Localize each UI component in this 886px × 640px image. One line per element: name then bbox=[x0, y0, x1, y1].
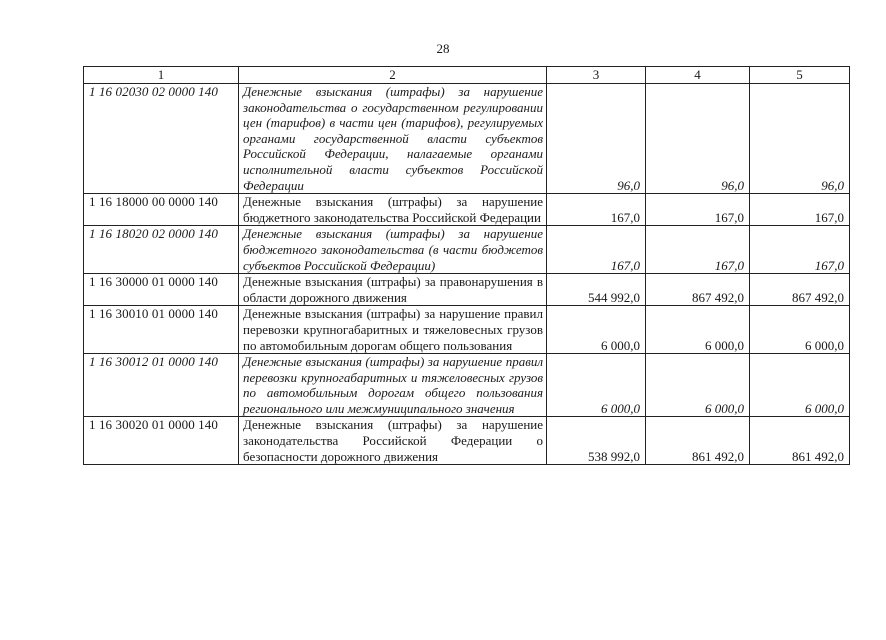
column-header-col3: 3 bbox=[547, 67, 646, 84]
row-value-col4: 167,0 bbox=[646, 226, 750, 274]
row-value-col3: 538 992,0 bbox=[547, 417, 646, 465]
column-header-col5: 5 bbox=[750, 67, 850, 84]
row-value-col4: 96,0 bbox=[646, 84, 750, 194]
budget-revenue-table bbox=[83, 66, 850, 465]
row-code: 1 16 30020 01 0000 140 bbox=[84, 417, 239, 465]
row-value-col3: 544 992,0 bbox=[547, 274, 646, 306]
table-header-row bbox=[84, 67, 850, 84]
row-code: 1 16 18000 00 0000 140 bbox=[84, 194, 239, 226]
row-description: Денежные взыскания (штрафы) за нарушение бюджетного законодательства Российской Федерации bbox=[239, 194, 547, 226]
row-value-col5: 6 000,0 bbox=[750, 306, 850, 354]
row-value-col3: 6 000,0 bbox=[547, 354, 646, 417]
row-code: 1 16 30010 01 0000 140 bbox=[84, 306, 239, 354]
row-value-col4: 861 492,0 bbox=[646, 417, 750, 465]
row-code: 1 16 30012 01 0000 140 bbox=[84, 354, 239, 417]
row-value-col5: 167,0 bbox=[750, 226, 850, 274]
table-row bbox=[84, 226, 850, 274]
row-code: 1 16 18020 02 0000 140 bbox=[84, 226, 239, 274]
row-description: Денежные взыскания (штрафы) за правонарушения в области дорожного движения bbox=[239, 274, 547, 306]
row-code: 1 16 30000 01 0000 140 bbox=[84, 274, 239, 306]
row-value-col5: 96,0 bbox=[750, 84, 850, 194]
row-value-col3: 167,0 bbox=[547, 194, 646, 226]
row-code: 1 16 02030 02 0000 140 bbox=[84, 84, 239, 194]
row-description: Денежные взыскания (штрафы) за нарушение бюджетного законодательства (в части бюджетов субъектов Российской Федерации) bbox=[239, 226, 547, 274]
row-value-col4: 867 492,0 bbox=[646, 274, 750, 306]
row-value-col3: 6 000,0 bbox=[547, 306, 646, 354]
row-description: Денежные взыскания (штрафы) за нарушение правил перевозки крупногабаритных и тяжеловесных грузов по автомобильным дорогам общего пользования регионального или межмуниципального значения bbox=[239, 354, 547, 417]
row-value-col5: 861 492,0 bbox=[750, 417, 850, 465]
table-row bbox=[84, 274, 850, 306]
column-header-description: 2 bbox=[239, 67, 547, 84]
row-value-col5: 167,0 bbox=[750, 194, 850, 226]
table-row bbox=[84, 306, 850, 354]
column-header-col4: 4 bbox=[646, 67, 750, 84]
row-value-col5: 6 000,0 bbox=[750, 354, 850, 417]
row-value-col5: 867 492,0 bbox=[750, 274, 850, 306]
row-value-col4: 6 000,0 bbox=[646, 306, 750, 354]
row-value-col4: 167,0 bbox=[646, 194, 750, 226]
row-description: Денежные взыскания (штрафы) за нарушение правил перевозки крупногабаритных и тяжеловесных грузов по автомобильным дорогам общего пользования bbox=[239, 306, 547, 354]
table-row bbox=[84, 417, 850, 465]
row-value-col3: 167,0 bbox=[547, 226, 646, 274]
row-value-col4: 6 000,0 bbox=[646, 354, 750, 417]
column-header-code: 1 bbox=[84, 67, 239, 84]
table-row bbox=[84, 194, 850, 226]
page-number: 28 bbox=[436, 41, 450, 56]
table-row bbox=[84, 84, 850, 194]
row-value-col3: 96,0 bbox=[547, 84, 646, 194]
table-row bbox=[84, 354, 850, 417]
row-description: Денежные взыскания (штрафы) за нарушение законодательства о государственном регулировании цен (тарифов) в части цен (тарифов), регулируемых органами государственной власти субъектов Российской Федерации, налагаемые органами исполнительной власти субъектов Российской Федерации bbox=[239, 84, 547, 194]
row-description: Денежные взыскания (штрафы) за нарушение законодательства Российской Федерации о безопасности дорожного движения bbox=[239, 417, 547, 465]
